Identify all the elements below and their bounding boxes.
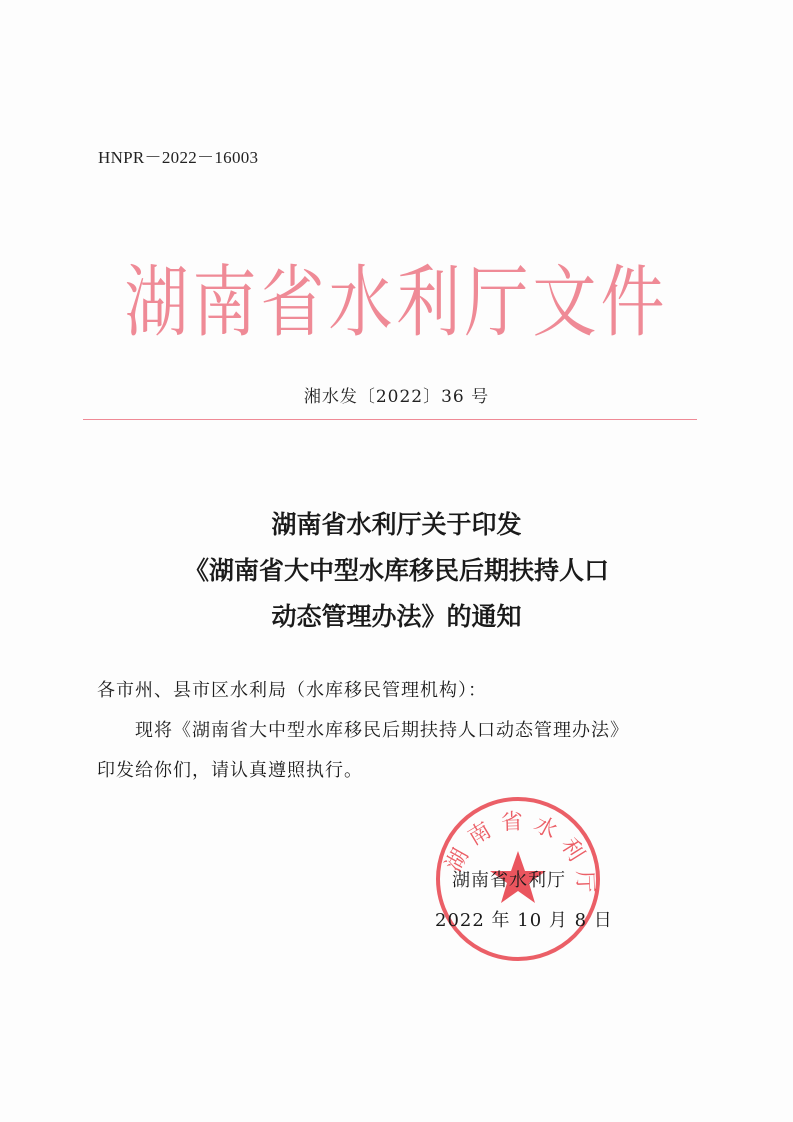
title-line-3: 动态管理办法》的通知 <box>271 602 522 631</box>
document-title <box>0 502 793 640</box>
issuing-organization-header: 湖南省水利厅文件 <box>124 258 669 349</box>
addressee: 各市州、县市区水利局（水库移民管理机构）： <box>97 680 487 701</box>
signing-date: 2022 年 10 月 8 日 <box>435 910 613 931</box>
signing-organization: 湖南省水利厅 <box>452 870 566 891</box>
body-paragraph-line-2: 印发给你们，请认真遵照执行。 <box>97 760 363 781</box>
title-line-1: 湖南省水利厅关于印发 <box>271 510 522 539</box>
seal-text: 湖南省水利厅 <box>441 809 598 903</box>
title-line-2: 《湖南省大中型水库移民后期扶持人口 <box>183 556 609 585</box>
body-paragraph-line-1: 现将《湖南省大中型水库移民后期扶持人口动态管理办法》 <box>135 720 629 741</box>
document-number: 湘水发〔2022〕36 号 <box>303 387 490 407</box>
header-divider <box>83 419 697 420</box>
document-code: HNPR－2022－16003 <box>98 148 259 167</box>
